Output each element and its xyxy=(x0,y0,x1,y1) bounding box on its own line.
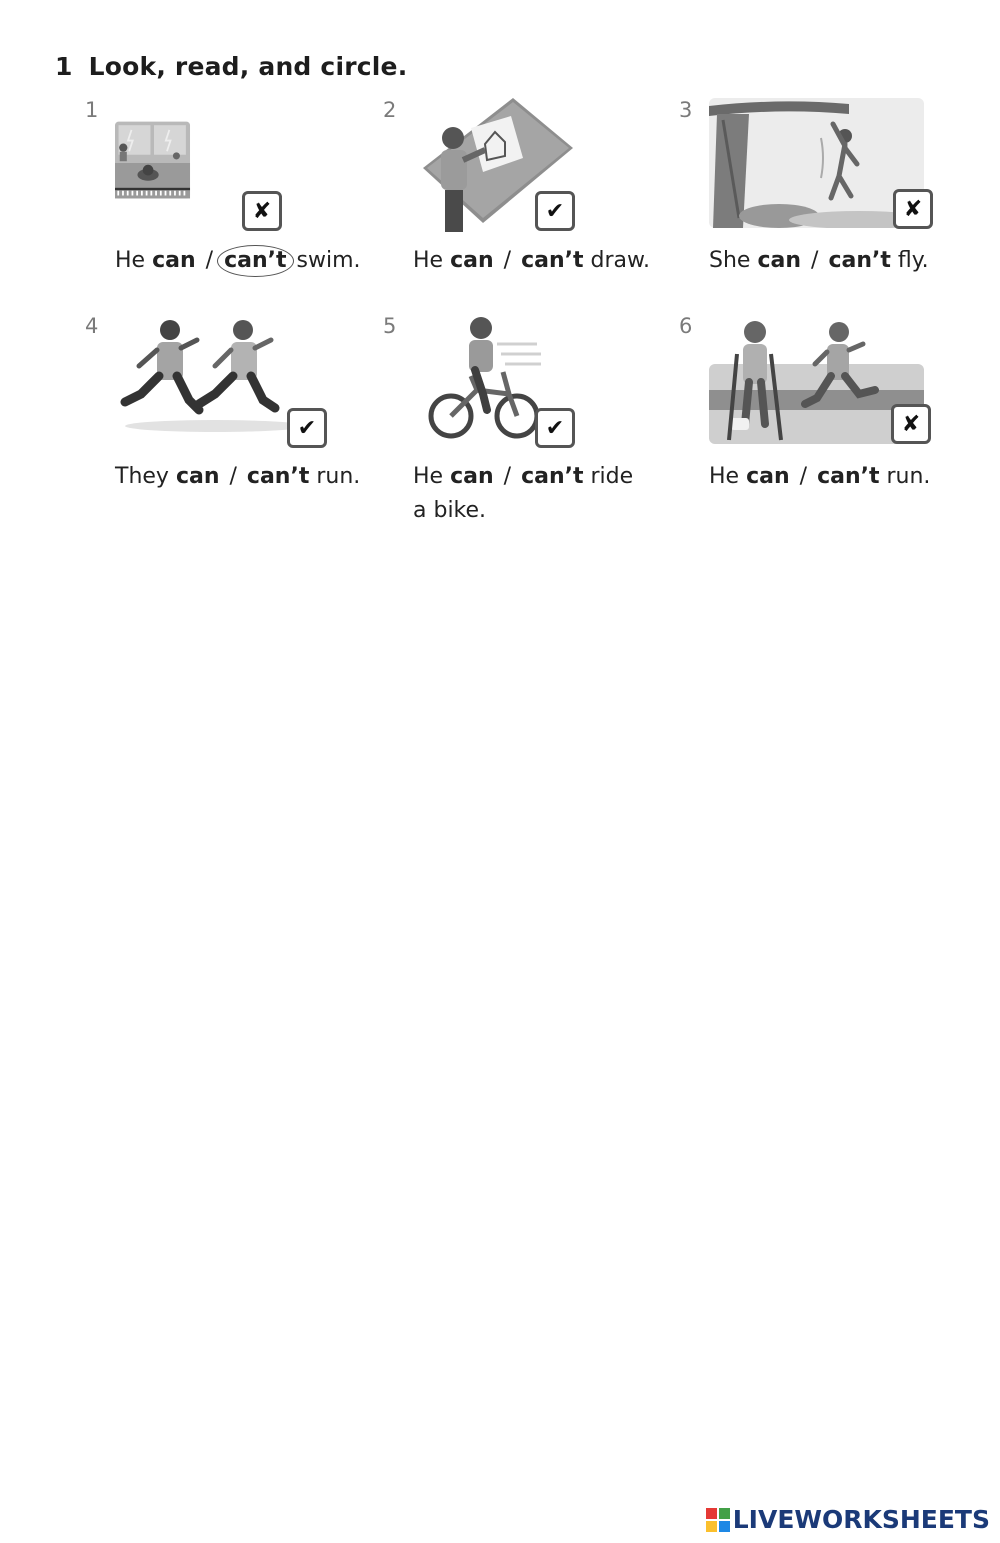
option-separator: / xyxy=(229,464,237,489)
item-number: 3 xyxy=(679,98,693,122)
item-sentence xyxy=(413,460,683,528)
option-can[interactable]: can xyxy=(152,248,196,273)
option-can[interactable]: can xyxy=(746,464,790,489)
item-number: 2 xyxy=(383,98,397,122)
cross-mark-box: ✘ xyxy=(891,404,931,444)
sentence-subject: He xyxy=(709,464,740,489)
pool-swimming-illustration xyxy=(115,98,242,228)
sentence-rest: run. xyxy=(886,464,931,489)
item-sentence xyxy=(709,460,979,494)
logo-square-red xyxy=(706,1508,717,1519)
item-number: 5 xyxy=(383,314,397,338)
sentence-subject: He xyxy=(115,248,146,273)
sentence-rest: ride xyxy=(590,464,634,489)
option-separator: / xyxy=(503,464,512,489)
option-cant[interactable]: can’t xyxy=(246,464,310,489)
sentence-rest: draw. xyxy=(590,248,650,273)
sentence-rest: swim. xyxy=(296,248,361,273)
cross-mark-box: ✘ xyxy=(893,189,933,229)
sentence-subject: He xyxy=(413,464,444,489)
exercise-item-2 xyxy=(383,98,673,288)
option-can[interactable]: can xyxy=(450,464,494,489)
check-mark-box: ✔ xyxy=(535,191,575,231)
item-sentence xyxy=(115,460,385,494)
option-cant[interactable]: can’t xyxy=(521,464,584,489)
option-can[interactable]: can xyxy=(450,248,494,273)
sentence-subject: He xyxy=(413,248,444,273)
sentence-rest: run. xyxy=(316,464,361,489)
cross-mark-box: ✘ xyxy=(242,191,282,231)
sentence-subject: She xyxy=(709,248,751,273)
option-cant[interactable]: can’t xyxy=(521,248,584,273)
logo-square-yellow xyxy=(706,1521,717,1532)
option-can[interactable]: can xyxy=(175,464,220,489)
exercise-item-6 xyxy=(679,314,969,504)
exercise-item-1 xyxy=(85,98,375,288)
item-sentence xyxy=(413,244,683,278)
exercise-item-3 xyxy=(679,98,969,288)
check-mark-box: ✔ xyxy=(535,408,575,448)
option-cant[interactable]: can’t xyxy=(817,464,880,489)
logo-text: LIVEWORKSHEETS xyxy=(732,1505,990,1534)
sentence-rest-line2: a bike. xyxy=(413,498,487,523)
logo-square-blue xyxy=(719,1521,730,1532)
logo-squares-icon xyxy=(706,1508,730,1532)
sentence-rest: fly. xyxy=(897,248,929,273)
item-number: 6 xyxy=(679,314,693,338)
sentence-subject: They xyxy=(115,464,169,489)
option-separator: / xyxy=(205,248,214,273)
exercise-number: 1 xyxy=(55,52,73,81)
check-mark-box: ✔ xyxy=(287,408,327,448)
option-separator: / xyxy=(503,248,512,273)
item-number: 1 xyxy=(85,98,99,122)
option-can[interactable]: can xyxy=(757,248,802,273)
logo-square-green xyxy=(719,1508,730,1519)
exercise-item-4 xyxy=(85,314,375,504)
liveworksheets-logo xyxy=(706,1505,990,1534)
exercise-heading xyxy=(55,52,407,81)
item-sentence xyxy=(709,244,979,278)
option-cant[interactable]: can’t xyxy=(828,248,891,273)
exercise-item-5 xyxy=(383,314,673,534)
option-cant-circled[interactable]: can’t xyxy=(217,245,293,277)
item-sentence xyxy=(115,244,385,278)
exercise-instruction: Look, read, and circle. xyxy=(88,52,408,81)
item-number: 4 xyxy=(85,314,99,338)
girl-jumping-tree-illustration xyxy=(709,98,924,228)
option-separator: / xyxy=(811,248,819,273)
option-separator: / xyxy=(799,464,808,489)
